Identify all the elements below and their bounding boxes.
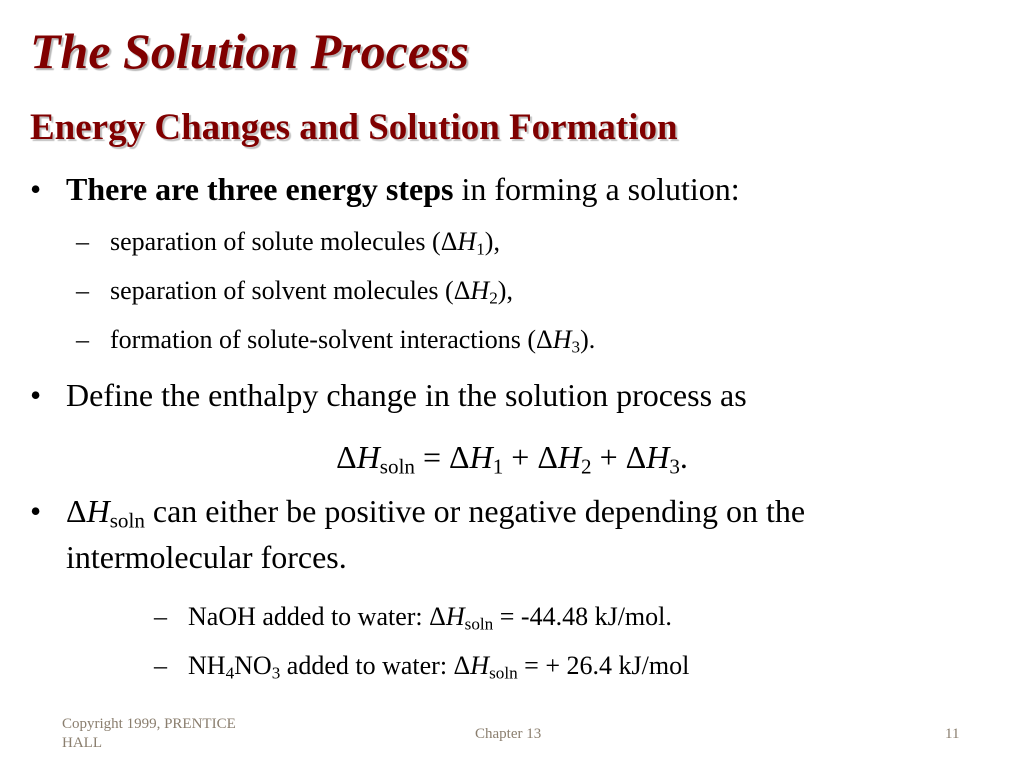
bullet-icon: • [30, 377, 42, 413]
dash-icon: – [76, 276, 89, 305]
bullet-three-steps [30, 166, 740, 212]
bullet-positive-negative: • $\Delta H_{soln}$ can either be positive or negative depending on the [30, 488, 805, 534]
sub-item-solute: – separation of solute molecules $(\Delta H_1)$, [76, 224, 500, 260]
footer-page-number: 11 [945, 726, 960, 742]
footer-chapter: Chapter 13 [475, 726, 542, 742]
bullet-positive-negative-line2: intermolecular forces. [66, 539, 347, 575]
slide-title: The Solution Process [30, 23, 469, 79]
dash-icon: – [154, 602, 167, 631]
sub-item-interactions: – formation of solute-solvent interactions $(\Delta H_3)$. [76, 322, 595, 358]
example-naoh: – NaOH added to water: $\Delta H_{soln} = -44.48$ kJ/mol. [154, 599, 672, 635]
slide-subtitle: Energy Changes and Solution Formation [30, 107, 678, 148]
bullet-define-enthalpy: • Define the enthalpy change in the solution process as [30, 372, 747, 418]
dash-icon: – [76, 227, 89, 256]
enthalpy-equation: $\Delta H_{soln} = \Delta H_1 + \Delta H_2 + \Delta H_3$. [336, 439, 688, 479]
dash-icon: – [76, 325, 89, 354]
sub-item-solvent: – separation of solvent molecules $(\Delta H_2)$, [76, 273, 513, 309]
dash-icon: – [154, 651, 167, 680]
example-nh4no3: – $NH_4NO_3$ added to water: $\Delta H_{soln}$ = + 26.4 kJ/mol [154, 648, 689, 684]
bullet-text: in forming a solution: [453, 171, 740, 207]
bullet-icon: • [30, 493, 42, 529]
bullet-icon: • [30, 171, 42, 207]
bullet-bold-text: There are three energy steps [66, 171, 454, 207]
footer-copyright: Copyright 1999, PRENTICE HALL [62, 716, 236, 751]
